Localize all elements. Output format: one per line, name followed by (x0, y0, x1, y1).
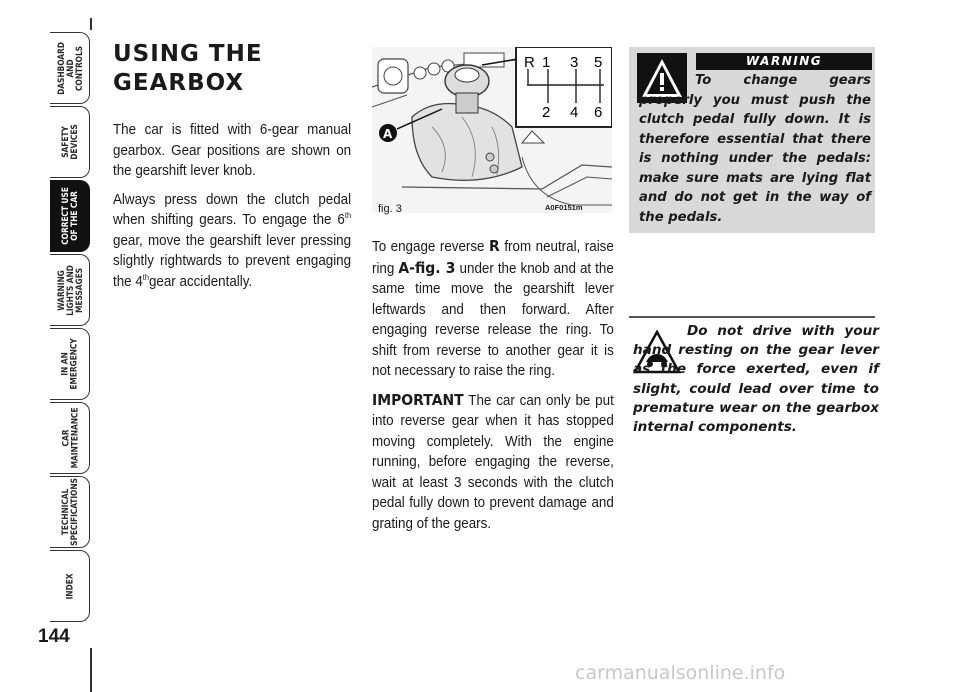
warning-text (639, 71, 871, 227)
page-rule-top (90, 18, 92, 30)
watermark: carmanualsonline.info (575, 662, 786, 684)
tab-dashboard-and-controls[interactable] (50, 32, 90, 104)
figure-reference: A-fig. 3 (398, 258, 456, 277)
text-span: from neutral, raise ring (372, 239, 614, 277)
tab-label: INDEX (64, 573, 75, 599)
superscript: th (344, 211, 352, 221)
gear-label-r: R (524, 54, 535, 71)
superscript: th (142, 272, 149, 282)
tab-in-an-emergency[interactable] (50, 328, 90, 400)
tab-label: DASHBOARD AND CONTROLS (55, 41, 84, 95)
gearshift-illustration (372, 47, 612, 213)
paragraph-clutch-instruction (113, 190, 351, 293)
section-title: USING THE GEARBOX (113, 41, 263, 96)
tab-safety-devices[interactable] (50, 106, 90, 178)
tab-car-maintenance[interactable] (50, 402, 90, 474)
paragraph-reverse-gear (372, 236, 614, 382)
gear-label-2: 2 (542, 104, 551, 121)
paragraph-gearbox-intro: The car is fitted with 6-gear manual gearbox. Gear positions are shown on the gearshift lever knob. (113, 122, 352, 179)
chapter-tabs (0, 0, 92, 692)
figure-code: A0F0151m (545, 203, 583, 212)
gear-label-1: 1 (542, 54, 551, 71)
tab-label: TECHNICAL SPECIFICATIONS (60, 478, 80, 546)
gear-label-4: 4 (570, 104, 579, 121)
warning-banner: WARNING (696, 53, 872, 70)
figure-caption: fig. 3 (378, 203, 402, 215)
caution-text (633, 322, 879, 437)
tab-label: IN AN EMERGENCY (60, 338, 80, 390)
column-2 (372, 236, 614, 542)
important-label: IMPORTANT (372, 390, 464, 409)
paragraph-important (372, 390, 614, 535)
caution-divider (629, 316, 875, 318)
reverse-symbol: R (489, 237, 500, 255)
tab-label: WARNING LIGHTS AND MESSAGES (55, 264, 84, 316)
callout-a: A (383, 127, 393, 141)
column-1 (113, 40, 353, 300)
tab-warning-lights-and-messages[interactable] (50, 254, 90, 326)
text-span: To change gears properly you must push the clutch pedal fully down. It is therefore essential that there is nothing under the pedals: make sure mats are lying flat and do not get in the way of the pedals. (639, 73, 871, 225)
text-span: Do not drive with your hand resting on the gear lever as the force exerted, even if slight, could lead over time to premature wear on the gearbox internal components. (633, 323, 879, 436)
text-span: To engage reverse (372, 239, 490, 255)
page-number: 144 (38, 626, 70, 647)
tab-technical-specifications[interactable] (50, 476, 90, 548)
text-span: gear accidentally. (148, 273, 253, 290)
tab-label: CAR MAINTENANCE (60, 407, 79, 469)
text-span: under the knob and at the same time move the gearshift lever leftwards and then forward. After engaging reverse release the ring. To shift from reverse to another gear it is not necessary to raise the ring. (372, 260, 614, 379)
tab-label: CORRECT USE OF THE CAR (60, 187, 80, 245)
tab-correct-use-of-the-car[interactable] (50, 180, 90, 252)
page-rule-bottom (90, 648, 92, 692)
text-span: Always press down the clutch pedal when shifting gears. To engage the 6 (113, 191, 352, 228)
gear-label-6: 6 (594, 104, 603, 121)
gear-label-3: 3 (570, 54, 579, 71)
text-span: gear, move the gearshift lever pressing slightly rightwards to prevent engaging the 4 (113, 232, 352, 290)
text-span: The car can only be put into reverse gear when it has stopped moving completely. With the engine running, before engaging the reverse, wait at least 3 seconds with the clutch pedal fully down to prevent damage and grating of the gears. (372, 392, 614, 532)
gearshift-figure (372, 47, 612, 213)
gear-label-5: 5 (594, 54, 603, 71)
tab-index[interactable] (50, 550, 90, 622)
tab-label: SAFETY DEVICES (60, 124, 79, 160)
